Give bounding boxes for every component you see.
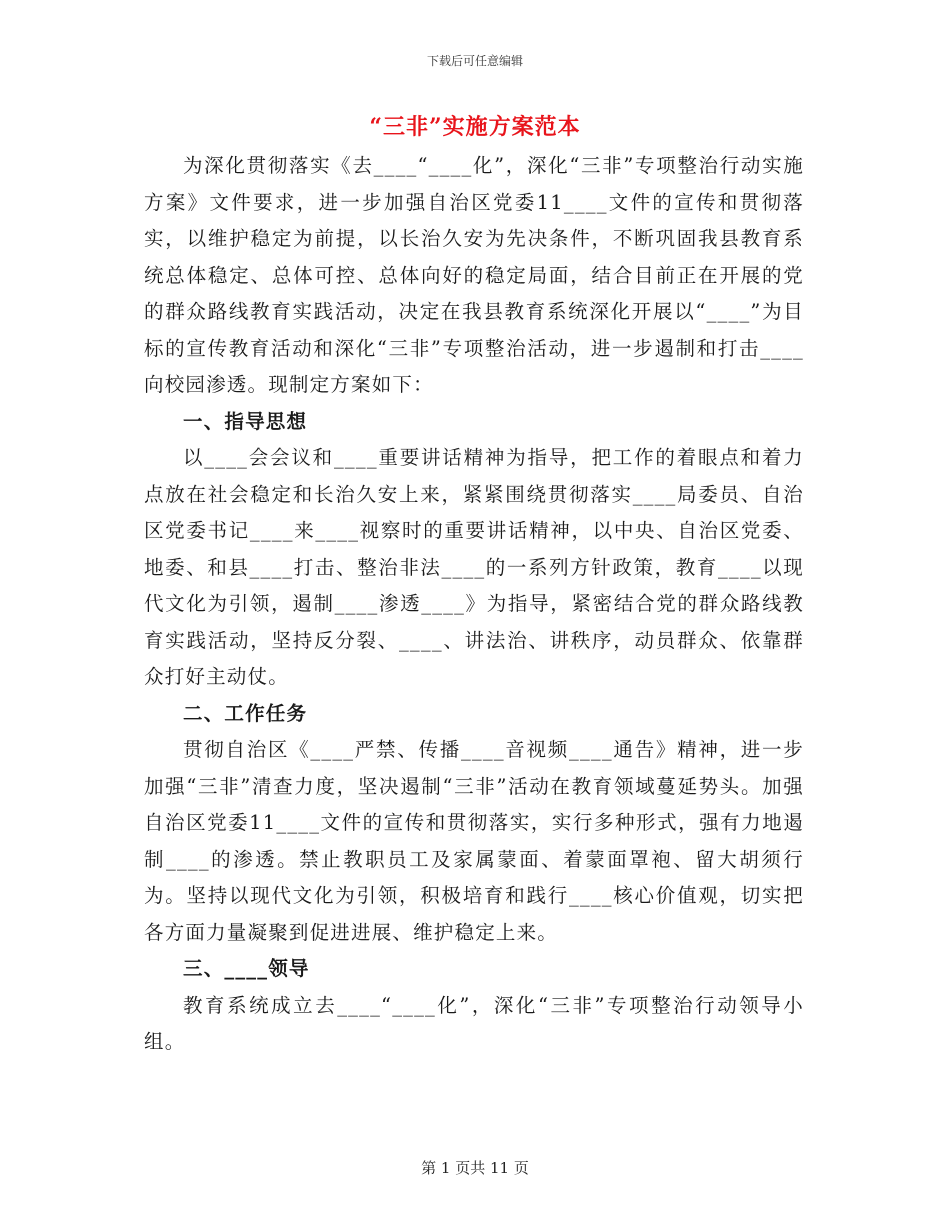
section-heading-leadership: 三、____领导: [183, 957, 310, 980]
section-heading-tasks: 二、工作任务: [183, 701, 308, 725]
intro-paragraph: 为深化贯彻落实《去____“____化”，深化“三非”专项整治行动实施方案》文件要求，进一步加强自治区党委11____文件的宣传和贯彻落实，以维护稳定为前提，以长治久安为先决条件，不断巩固我县教育系统总体稳定、总体可控、总体向好的稳定局面，结合目前正在开展的党的群众路线教育实践活动，决定在我县教育系统深化开展以“____”为目标的宣传教育活动和深化“三非”专项整治活动，进一步遏制和打击____向校园渗透。现制定方案如下：: [144, 154, 804, 396]
page-footer: 第 1 页共 11 页: [421, 1159, 529, 1177]
section-heading-guiding-ideology: 一、指导思想: [183, 409, 308, 433]
tasks-paragraph: 贯彻自治区《____严禁、传播____音视频____通告》精神，进一步加强“三非”清查力度，坚决遏制“三非”活动在教育领域蔓延势头。加强自治区党委11____文件的宣传和贯彻落实，实行多种形式，强有力地遏制____的渗透。禁止教职员工及家属蒙面、着蒙面罩袍、留大胡须行为。坚持以现代文化为引领，积极培育和践行____核心价值观，切实把各方面力量凝聚到促进进展、维护稳定上来。: [144, 738, 804, 944]
header-note: 下载后可任意编辑: [426, 54, 523, 68]
leadership-paragraph: 教育系统成立去____“____化”，深化“三非”专项整治行动领导小组。: [144, 993, 804, 1053]
document-title: “三非”实施方案范本: [369, 114, 581, 140]
guiding-ideology-paragraph: 以____会会议和____重要讲话精神为指导，把工作的着眼点和着力点放在社会稳定和长治久安上来，紧紧围绕贯彻落实____局委员、自治区党委书记____来____视察时的重要讲话精神，以中央、自治区党委、地委、和县____打击、整治非法____的一系列方针政策，教育____以现代文化为引领，遏制____渗透____》为指导，紧密结合党的群众路线教育实践活动，坚持反分裂、____、讲法治、讲秩序，动员群众、依靠群众打好主动仗。: [144, 446, 804, 688]
document-body: [144, 148, 804, 1061]
